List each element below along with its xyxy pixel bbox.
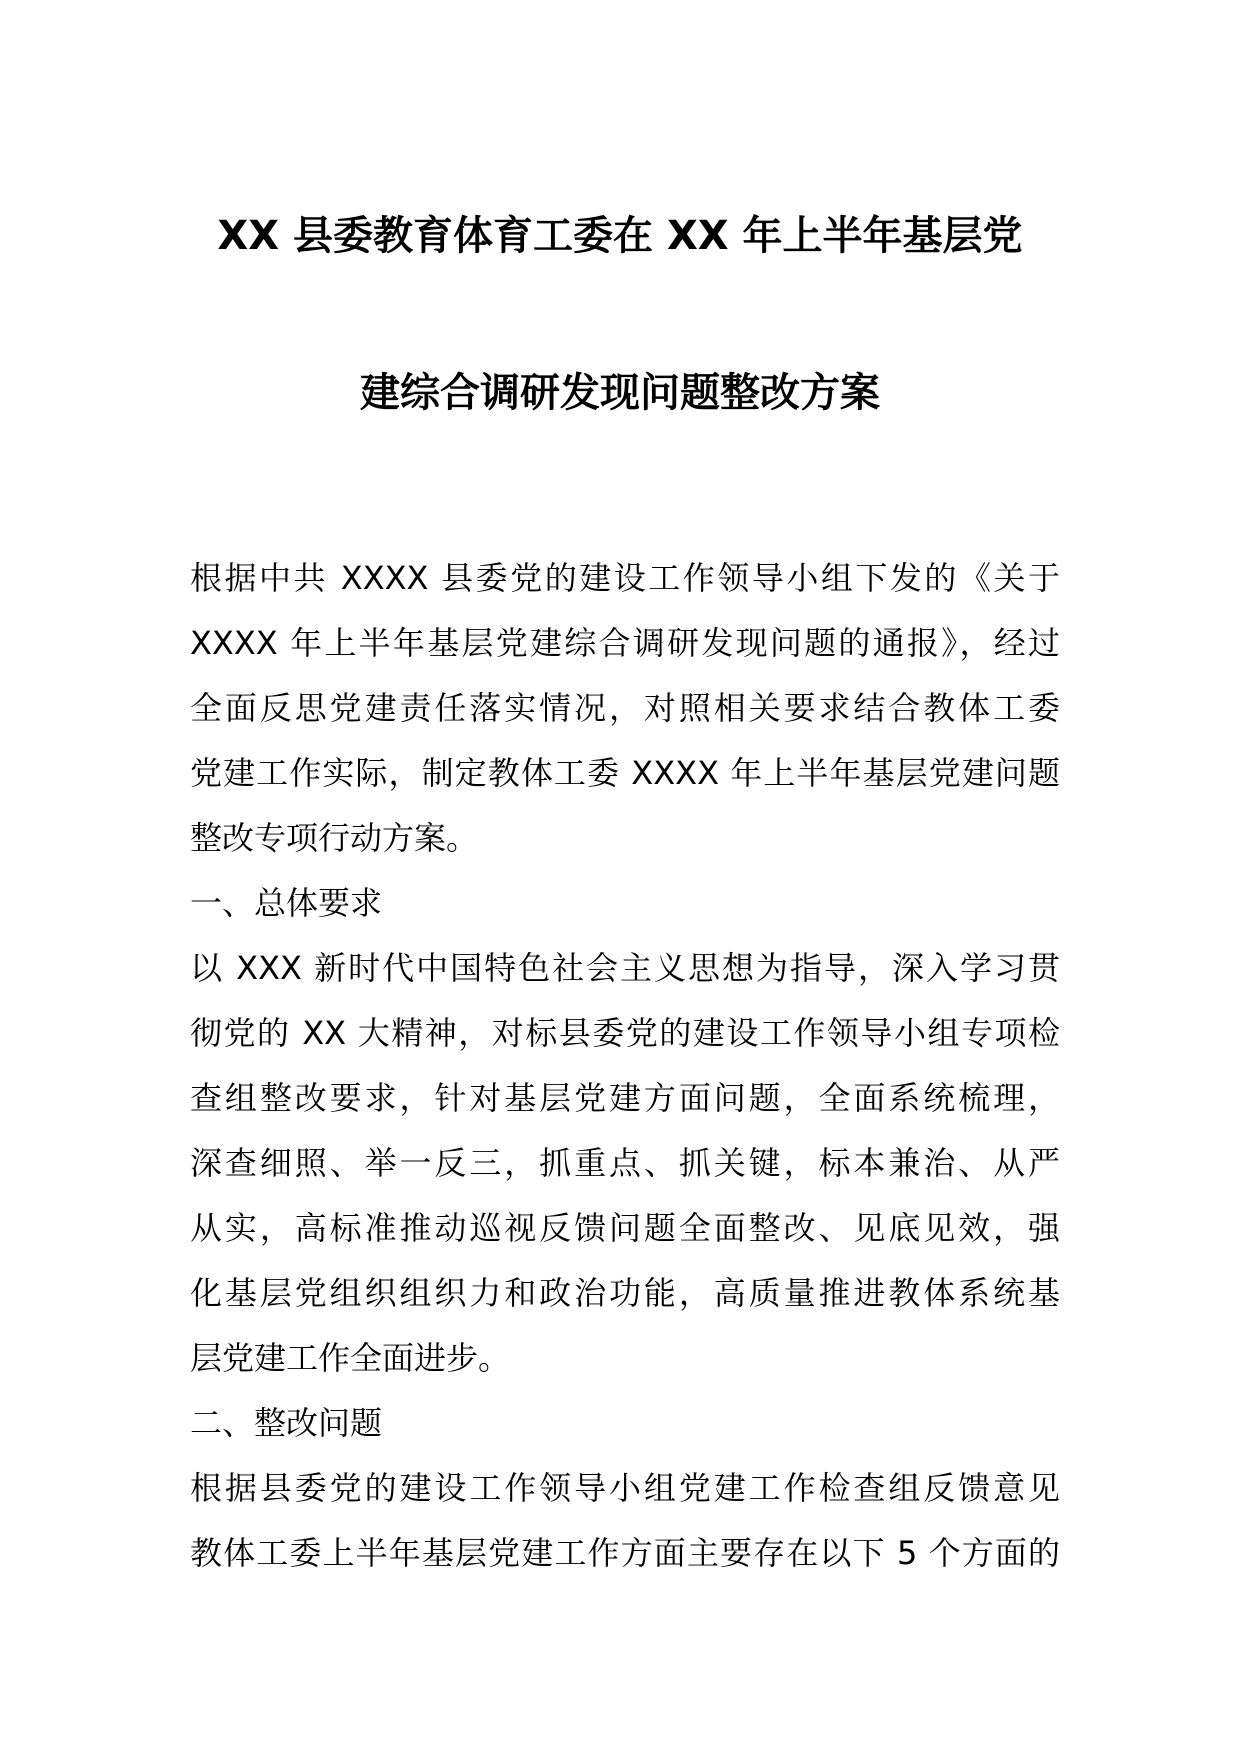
paragraph-requirements-line-6: 化基层党组织组织力和政治功能，高质量推进教体系统基 [190,1274,1060,1312]
paragraph-issues-line-2: 教体工委上半年基层党建工作方面主要存在以下 5 个方面的 [190,1534,1060,1572]
paragraph-requirements-line-4: 深查细照、举一反三，抓重点、抓关键，标本兼治、从严 [190,1144,1060,1182]
section-heading-2: 二、整改问题 [190,1404,383,1442]
paragraph-intro-line-3: 全面反思党建责任落实情况，对照相关要求结合教体工委 [190,689,1060,727]
paragraph-requirements-line-5: 从实，高标准推动巡视反馈问题全面整改、见底见效，强 [190,1209,1060,1247]
paragraph-issues-line-1: 根据县委党的建设工作领导小组党建工作检查组反馈意见 [190,1469,1060,1507]
paragraph-intro-line-5: 整改专项行动方案。 [190,819,479,857]
paragraph-intro-line-4: 党建工作实际，制定教体工委 XXXX 年上半年基层党建问题 [190,754,1060,792]
document-title-line-1: XX 县委教育体育工委在 XX 年上半年基层党 [217,213,1023,259]
paragraph-intro-line-1: 根据中共 XXXX 县委党的建设工作领导小组下发的《关于 [190,559,1060,597]
paragraph-intro-line-2: XXXX 年上半年基层党建综合调研发现问题的通报》，经过 [190,624,1060,662]
paragraph-requirements-line-7: 层党建工作全面进步。 [190,1339,511,1377]
paragraph-requirements-line-1: 以 XXX 新时代中国特色社会主义思想为指导，深入学习贯 [190,949,1060,987]
section-heading-1: 一、总体要求 [190,884,383,922]
document-body [190,546,1060,1586]
document-title-line-2: 建综合调研发现问题整改方案 [360,370,880,416]
paragraph-requirements-line-3: 查组整改要求，针对基层党建方面问题，全面系统梳理， [190,1079,1060,1117]
paragraph-requirements-line-2: 彻党的 XX 大精神，对标县委党的建设工作领导小组专项检 [190,1014,1060,1052]
